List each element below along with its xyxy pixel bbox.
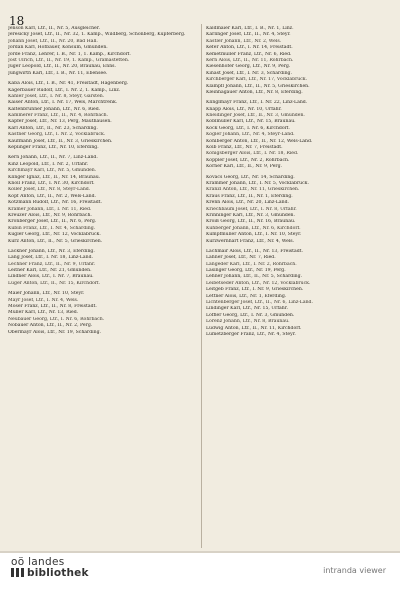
directory-entry: Lahner Josef, Ltr., Nr. 7, Ried. [206,255,276,261]
directory-entry: Klinger Ignaz, Ltr., II., Nr. 14, Braunau. [8,174,101,180]
directory-entry: Kroiß Georg, Ltr., II., Nr. 16, Braunau. [206,219,296,225]
directory-entry: Kern Alois, Ltr., II., Nr. 11, Rohrbach. [206,57,294,63]
directory-entry: Kogler Johann, Ltr., Nr. 4, Steyr-Land. [206,132,295,138]
directory-entry: Kramer Johann, Ltr., I. Nr. 11, Ried. [8,206,92,212]
directory-entry: Klampfl Johann, Ltr., II., Nr. 5, Grieskirchen. [206,83,310,89]
directory-entry: Kiesenhofer Georg, Ltr., Nr. 9, Perg. [206,64,291,70]
directory-entry: Kern Johann, Ltr., II., Nr. 7, Linz-Land. [8,155,98,161]
directory-entry: Neubauer Georg, Ltr., I. Nr. 6, Rohrbach. [8,316,105,322]
column-divider [201,24,202,548]
directory-entry: Kubin Franz, Ltr., I. Nr. 4, Schärding. [8,225,96,231]
directory-entry: Keplinger Franz, Ltr., Nr. 10, Eferding. [8,145,99,151]
directory-entry: Kammerer Franz, Ltr., II., Nr. 4, Rohrbach. [8,113,109,119]
directory-entry: Kaltenbrunner Johann, Ltr., Nr. 6, Ried. [8,106,101,112]
directory-entry: Nöbauer Anton, Ltr., II., Nr. 2, Perg. [8,323,93,329]
directory-entry: Mayr Josef, Ltr., I. Nr. 4, Wels. [8,297,79,303]
directory-entry: Kirchmayr Karl, Ltr., Nr. 5, Gmunden. [8,168,97,174]
directory-entry: Lachmair Alois, Ltr., II., Nr. 13, Freistadt. [206,248,303,254]
directory-entry: Kinast Josef, Ltr., I. Nr. 3, Schärding. [206,70,292,76]
directory-entry: Kneidinger Josef, Ltr., II., Nr. 3, Gmunden. [206,113,305,119]
directory-entry: Kranzl Anton, Ltr., Nr. 11, Grieskirchen. [206,187,300,193]
directory-entry: Lorenz Johann, Ltr., Nr. 8, Braunau. [206,319,290,325]
directory-entry: Kapfer Josef, Ltr., Nr. 13, Perg, Mauthausen. [8,119,112,125]
directory-entry: Kovacs Georg, Ltr., Nr. 14, Schärding. [206,174,295,180]
directory-entry: Kohlberger Anton, Ltr., II., Nr. 12, Wels-Land. [206,138,313,144]
directory-entry: Kraus Franz, Ltr., II., Nr. 1, Eferding. [206,193,293,199]
logo-bottom-line [11,568,121,579]
directory-entry: Kurz Anton, Ltr., II., Nr. 5, Grieskirchen. [8,238,103,244]
viewer-footer [0,551,400,589]
directory-entry: Köck Georg, Ltr., I. Nr. 6, Kirchdorf. [206,125,290,131]
directory-entry: Koblmüller Karl, Ltr., Nr. 15, Braunau. [206,119,296,125]
directory-entry: Kaufmann Josef, Ltr., II., Nr. 3, Grieskirchen. [8,138,113,144]
logo-bottom-text: bibliothek [27,567,89,579]
directory-entry: Kurzwernhart Franz, Ltr., Nr. 4, Wels. [206,238,295,244]
directory-entry: Krammer Johann, Ltr., I. Nr. 5, Vöcklabruck. [206,180,309,186]
directory-entry: Jüger Leopold, Ltr., II., Nr. 20, Braunau, Enns. [8,64,116,70]
directory-entry: Löffler Georg, Ltr., I. Nr. 3, Gmunden. [206,312,295,318]
directory-entry: Obermayr Alois, Ltr., Nr. 19, Schärding. [8,329,102,335]
directory-entry: Kastner Georg, Ltr., I. Nr. 2, Vöcklabruck. [8,132,106,138]
directory-entry: Jorde Franz, Lehrer, I. B., Nr. 1, 1. Kamp., Kirchdorf. [8,51,131,57]
directory-entry: Lackner Johann, Ltr., Nr. 3, Eferding. [8,248,95,254]
directory-entry: Kastler Johann, Ltr., Nr. 2, Wels. [206,38,282,44]
directory-entry: Kronberger Josef, Ltr., II., Nr. 6, Perg. [8,219,97,225]
directory-entry: Knoll Franz, Ltr., I. Nr. 30, Kirchdorf. [8,180,95,186]
directory-entry: Lumetzberger Franz, Ltr., Nr. 4, Steyr. [206,331,296,337]
directory-entry: Jungwirth Karl, Ltr., I. B., Nr. 11, Ebensee. [8,70,108,76]
directory-entry: Lehner Johann, Ltr., II., Nr. 5, Schärding. [206,274,303,280]
directory-entry: Lichtenberger Josef, Ltr., II., Nr. 6, Linz-Land. [206,300,313,306]
directory-entry: Kolb Franz, Ltr., Nr. 7, Freistadt. [206,145,283,151]
directory-entry: Ludwig Anton, Ltr., II., Nr. 11, Kirchdorf. [206,325,302,331]
bars-icon [11,568,24,577]
directory-entry: Leitgeb Franz, Ltr., I. Nr. 9, Grieskirchen. [206,287,304,293]
directory-entry: Karl Anton, Ltr., II., Nr. 23, Schärding. [8,125,98,131]
directory-entry: Kefer Anton, Ltr., I. Nr. 14, Freistadt. [206,45,293,51]
directory-entry: Kreuzer Alois, Ltr., Nr. 9, Rohrbach. [8,212,92,218]
directory-entry: Königsberger Alois, Ltr., I. Nr. 18, Ried. [206,151,299,157]
directory-entry: Kaiser Anton, Ltr., I. Nr. 17, Wels, Marchtrenk. [8,100,118,106]
directory-entry: Krenn Alois, Ltr., Nr. 20, Linz-Land. [206,200,289,206]
left-column [8,26,194,336]
directory-entry: Korner Karl, Ltr., II., Nr. 9, Perg. [206,164,283,170]
directory-entry: Jost Ulrich, Ltr., II., Nr. 19, 1. Kamp., Gramastetten. [8,57,130,63]
directory-entry: Kaba Alois, Ltr., I. B., Nr. 41, Freistadt, Hagenberg. [8,81,129,87]
directory-entry: Leitner Karl, Ltr., Nr. 21, Gmunden. [8,268,92,274]
directory-entry: Moser Franz, Ltr., II., Nr. 8, Freistadt. [8,304,97,310]
right-column [206,26,392,338]
directory-entry: Kotzmann Rudolf, Ltr., Nr. 16, Freistadt. [8,200,102,206]
directory-entry: Kopf Anton, Ltr., II., Nr. 2, Wels-Land. [8,193,96,199]
page-number: 18 [9,14,25,28]
directory-entry: Knapp Alois, Ltr., Nr. 10, Urfahr. [206,106,282,112]
directory-entry: Kahler Josef, Ltr., I. Nr. 8, Steyr, Garsten. [8,93,105,99]
directory-entry: Krinninger Karl, Ltr., Nr. 3, Gmunden. [206,212,295,218]
footer-divider [0,551,400,553]
directory-entry: Maier Johann, Ltr., Nr. 10, Steyr. [8,291,85,297]
directory-entry: Koller Josef, Ltr., Nr. 8, Steyr-Land. [8,187,91,193]
directory-entry: Lindner Alois, Ltr., I. Nr. 7, Braunau. [8,274,94,280]
directory-entry: Lang Josef, Ltr., I. Nr. 18, Linz-Land. [8,255,93,261]
directory-entry: Kühberger Johann, Ltr., Nr. 6, Kirchdorf. [206,225,301,231]
directory-entry: Kumpfmüller Anton, Ltr., I. Nr. 10, Steyr. [206,232,302,238]
directory-entry: Jordan Karl, Hofbauer, Konsum, Gmunden. [8,45,108,51]
directory-entry: Karlinger Josef, Ltr., II., Nr. 4, Steyr. [206,32,291,38]
logo-top-text: oö landes [11,556,65,568]
directory-entry: Lechner Franz, Ltr., II., Nr. 9, Urfahr. [8,261,96,267]
directory-entry: Leibetseder Anton, Ltr., Nr. 12, Vöcklabruck. [206,280,311,286]
directory-entry: Müller Karl, Ltr., Nr. 13, Ried. [8,310,79,316]
directory-entry: Kaldmaier Karl, Ltr., I. B., Nr. 1, Linz. [206,26,294,31]
directory-entry: Koppler Josef, Ltr., Nr. 2, Rohrbach. [206,157,290,163]
directory-entry: Kinz Leopold, Ltr., I. Nr. 2, Urfahr. [8,161,89,167]
directory-entry: Langeder Karl, Ltr., I. Nr. 2, Rohrbach. [206,261,297,267]
directory-entry: Jenson Karl, Ltr., II., Nr. 5, Ausgleicher. [8,26,100,31]
directory-entry: Lasinger Georg, Ltr., Nr. 19, Perg. [206,268,286,274]
directory-entry: Johann Josef, Ltr., II., Nr. 20, Bad Hall. [8,38,98,44]
directory-entry: Kriechbaum Josef, Ltr., I. Nr. 8, Urfahr. [206,206,297,212]
directory-entry: Kirchberger Karl, Ltr., Nr. 17, Vöcklabruck. [206,77,308,83]
viewer-link[interactable]: intranda viewer [323,566,386,575]
directory-entry: Lindinger Karl, Ltr., Nr. 15, Urfahr. [206,306,288,312]
directory-entry: Kleinhagauer Anton, Ltr., Nr. 8, Eferding. [206,89,303,95]
directory-entry: Klinglmayr Franz, Ltr., I. Nr. 22, Linz-Land. [206,100,308,106]
directory-entry: Kugler Georg, Ltr., Nr. 12, Vöcklabruck. [8,232,101,238]
library-logo[interactable] [11,557,121,585]
directory-entry: Kemetmüller Franz, Ltr., Nr. 6, Ried. [206,51,292,57]
directory-entry: Lettner Alois, Ltr., Nr. 1, Eferding. [206,293,287,299]
directory-entry: Luger Anton, Ltr., II., Nr. 15, Kirchdorf. [8,280,100,286]
directory-entry: Kagerbauer Rudolf, Ltr., I. Nr. 2, 1. Kamp., Linz. [8,87,121,93]
directory-entry: Jeresicky Josef, Ltr., II., Nr. 32, 1. Kamp., Wildberg, Schönberg, Kupferberg. [8,32,186,38]
